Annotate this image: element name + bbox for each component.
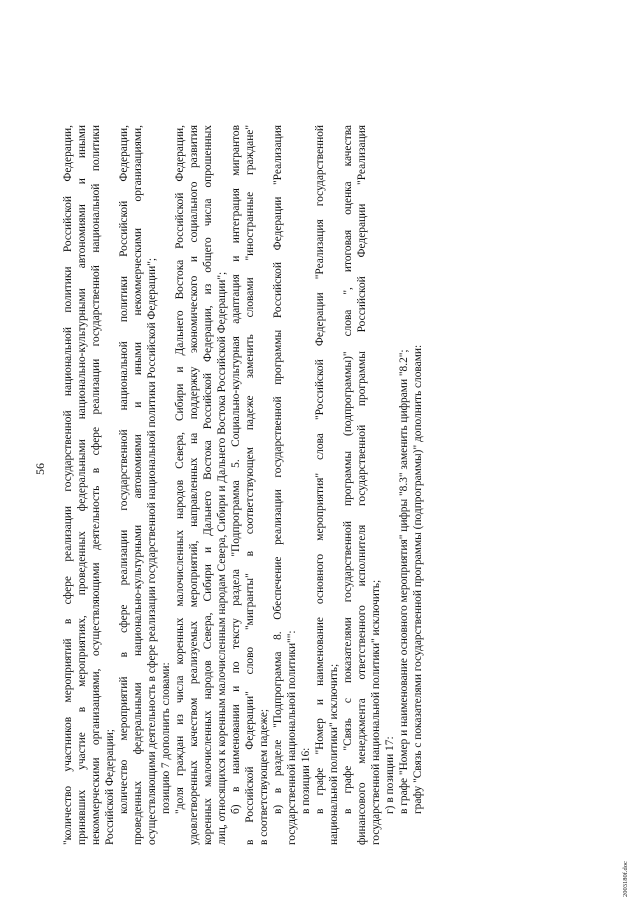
text-line: количество мероприятий в сфере реализации государственной национальной политики Российской Федерации, — [118, 125, 130, 814]
text-line: в Российской Федерации" слово "мигранты" в соответствующем падеже заменить словами "иностранные граждане" — [244, 125, 256, 845]
text-line: удовлетворенных качеством реализуемых мероприятий, направленных на поддержку экономического и социального развития — [188, 125, 200, 845]
text-line: в) в разделе "Подпрограмма 8. Обеспечение реализации государственной программы Российской Федерации "Реализация — [272, 125, 284, 814]
document-id: 2003180f.doc — [622, 861, 629, 897]
text-line: лиц, относящихся к коренным малочисленным народам Севера, Сибири и Дальнего Востока Российской Федерации"; — [216, 271, 228, 845]
text-line: государственной национальной политики"": — [286, 630, 298, 845]
text-line: "доля граждан из числа коренных малочисленных народов Севера, Сибири и Дальнего Востока Российской Федерации, — [174, 125, 186, 814]
text-line: Российской Федерации; — [104, 729, 116, 845]
text-line: национальной политики" исключить; — [328, 663, 340, 845]
text-line: в графе "Номер и наименование основного мероприятия" цифры "8.3" заменить цифрами "8.2"; — [398, 349, 410, 814]
text-line: в позиции 16: — [300, 747, 312, 814]
text-line: финансового менеджмента ответственного исполнителя государственной программы Российской Федерации "Реализация — [356, 125, 368, 845]
text-line: позицию 7 дополнить словами: — [160, 662, 172, 814]
text-line: в графе "Номер и наименование основного мероприятия" слова "Российской Федерации "Реализация государственной — [314, 125, 326, 814]
text-line: в соответствующем падеже; — [258, 708, 270, 845]
text-line: в графе "Связь с показателями государственной программы (подпрограммы)" слова ", итоговая оценка качества — [342, 125, 354, 814]
text-line: проведенных федеральными национально-культурными автономиями и иными некоммерческими организациями, — [132, 125, 144, 845]
text-line: коренных малочисленных народов Севера, Сибири и Дальнего Востока Российской Федерации, из общего числа опрошенных — [202, 125, 214, 845]
text-line: графу "Связь с показателями государственной программы (подпрограммы)" дополнить словами: — [412, 344, 424, 814]
text-line: государственной национальной политики" исключить; — [370, 579, 382, 845]
text-line: г) в позиции 17: — [384, 736, 396, 814]
text-line: принявших участие в мероприятиях, проведенных федеральными национально-культурными автономиями и иными — [76, 125, 88, 845]
text-line: осуществляющими деятельность в сфере реализации государственной национальной политики Российской Федерации"; — [146, 257, 158, 845]
text-line: б) в наименовании и по тексту раздела "Подпрограмма 5. Социально-культурная адаптация и интеграция мигрантов — [230, 125, 242, 814]
page-number: 56 — [33, 463, 47, 475]
text-line: некоммерческими организациями, осуществляющими деятельность в сфере реализации государственной национальной политики — [90, 125, 102, 845]
text-line: "количество участников мероприятий в сфере реализации государственной национальной политики Российской Федерации, — [62, 125, 74, 845]
